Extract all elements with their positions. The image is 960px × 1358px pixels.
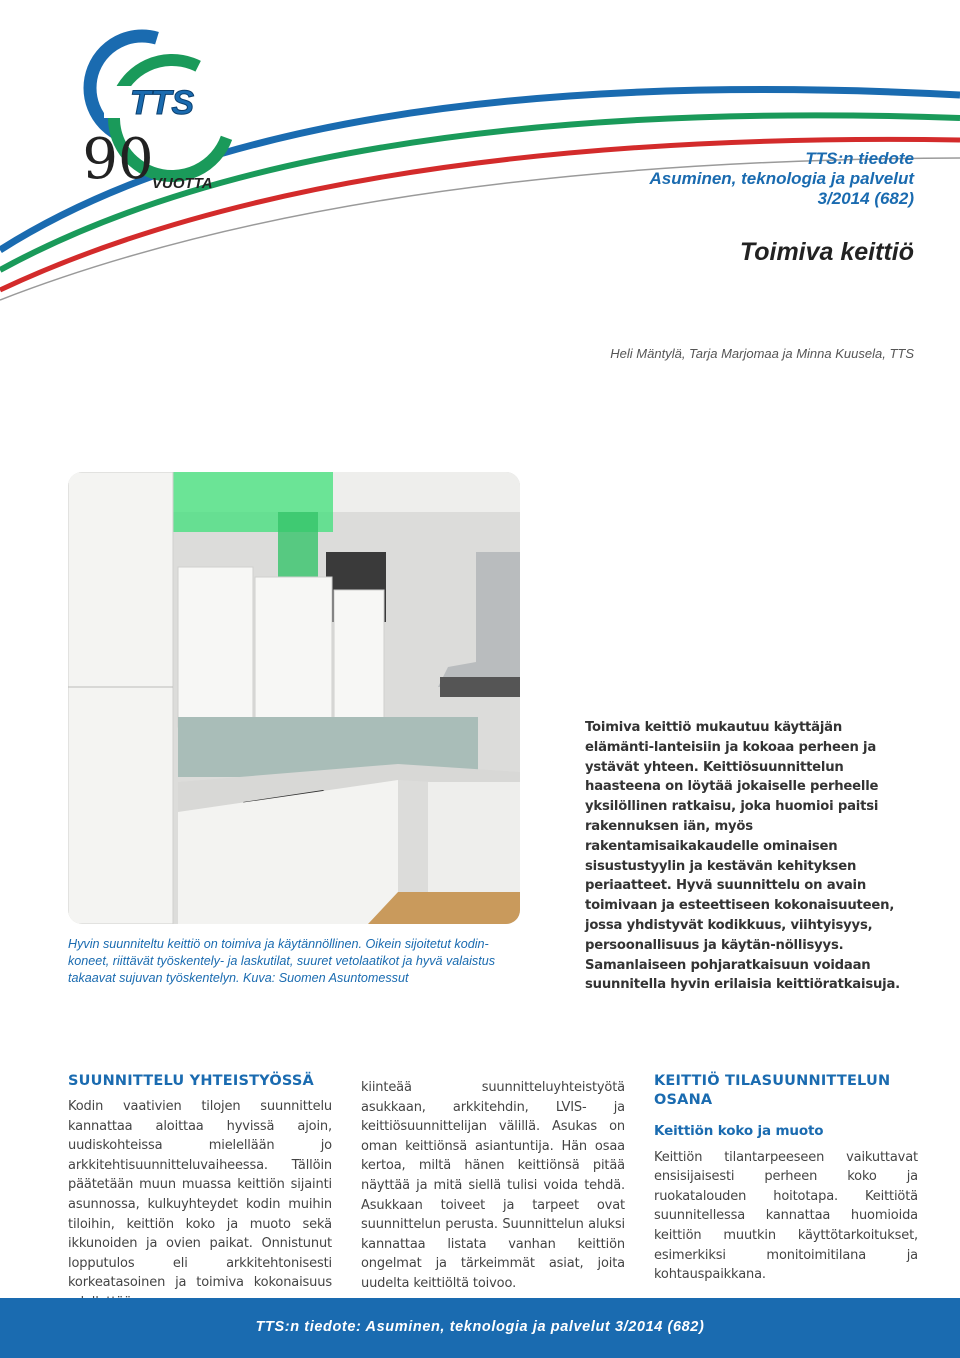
page-title: Toimiva keittiö [739, 238, 914, 266]
column-2 [361, 1078, 625, 1294]
header-line-2: Asuminen, teknologia ja palvelut [649, 169, 914, 188]
footer-text: TTS:n tiedote: Asuminen, teknologia ja palvelut 3/2014 (682) [255, 1319, 705, 1335]
header-line-3: 3/2014 (682) [817, 189, 914, 208]
authors: Heli Mäntylä, Tarja Marjomaa ja Minna Kuusela, TTS [610, 346, 914, 361]
section-text-2: kiinteää suunnitteluyhteistyötä asukkaan, arkkitehdin, LVIS- ja keittiösuunnittelijan välillä. Asukas on oman keittiönsä asiantuntija. Hän osaa kertoa, miltä hänen keittiönsä pitää näyttää ja mitä siellä tulisi voida tehdä. Asukkaan toiveet ja tarpeet ovat suunnittelun perusta. Suunnittelun aluksi kannattaa listata vanhan keittiön ongelmat ja tärkeimmät asiat, joita uudelta keittiöltä toivoo. [361, 1080, 625, 1291]
column-3 [654, 1072, 918, 1285]
subheading-koko-ja-muoto: Keittiön koko ja muoto [654, 1123, 824, 1139]
kitchen-photo [68, 472, 520, 924]
column-1 [68, 1072, 332, 1313]
header-line-1: TTS:n tiedote [805, 149, 914, 168]
logo-years-word: VUOTTA [152, 175, 213, 192]
section-heading-suunnittelu: SUUNNITTELU YHTEISTYÖSSÄ [68, 1073, 314, 1089]
lead-paragraph: Toimiva keittiö mukautuu käyttäjän elämänti-lanteisiin ja kokoaa perheen ja ystävät yhteen. Keittiösuunnittelun haasteena on löytää jokaiselle perheelle yksilöllinen ratkaisu, joka huomioi paitsi rakennuksen iän, myös rakentamisaikakaudelle ominaisen sisustustyylin ja kestävän kehityksen periaatteet. Hyvä suunnittelu on avain toimivaan ja esteettiseen kokonaisuuteen, jossa yhdistyvät kodikkuus, viihtyisyys, persoonallisuus ja käytän-nöllisyys. Samanlaiseen pohjaratkaisuun voidaan suunnitella hyvin erilaisia keittiöratkaisuja. [585, 720, 900, 993]
section-text-3: Keittiön tilantarpeeseen vaikuttavat ensisijaisesti perheen koko ja ruokatalouden hoitotapa. Keittiötä suunnitellessa kannattaa huomioida keittiön muutkin käyttötarkoitukset, esimerkiksi monitoimitilana ja kohtauspaikkana. [654, 1149, 918, 1283]
section-heading-tilasuunnittelu: KEITTIÖ TILASUUNNITTELUN OSANA [654, 1073, 891, 1108]
photo-caption: Hyvin suunniteltu keittiö on toimiva ja käytännöllinen. Oikein sijoitetut kodin-koneet, riittävät työskentely- ja laskutilat, suuret vetolaatikot ja hyvä valaistus takaavat sujuvan työskentelyn. Kuva: Suomen Asuntomessut [68, 937, 495, 985]
logo-brand: TTS [129, 84, 195, 122]
logo-years: 90 [82, 127, 154, 192]
section-text-1: Kodin vaativien tilojen suunnittelu kannattaa aloittaa hyvissä ajoin, uudiskohteissa mielellään jo arkkitehtisuunnitteluvaiheessa. Tällöin päätetään muun muassa keittiön sijainti asunnossa, kulkuyhteydet kodin muihin tiloihin, keittiön koko ja muoto sekä ikkunoiden ja ovien paikat. Onnistunut lopputulos eli arkkitehtonisesti korkeatasoinen ja toimiva kokonaisuus [68, 1099, 332, 1291]
